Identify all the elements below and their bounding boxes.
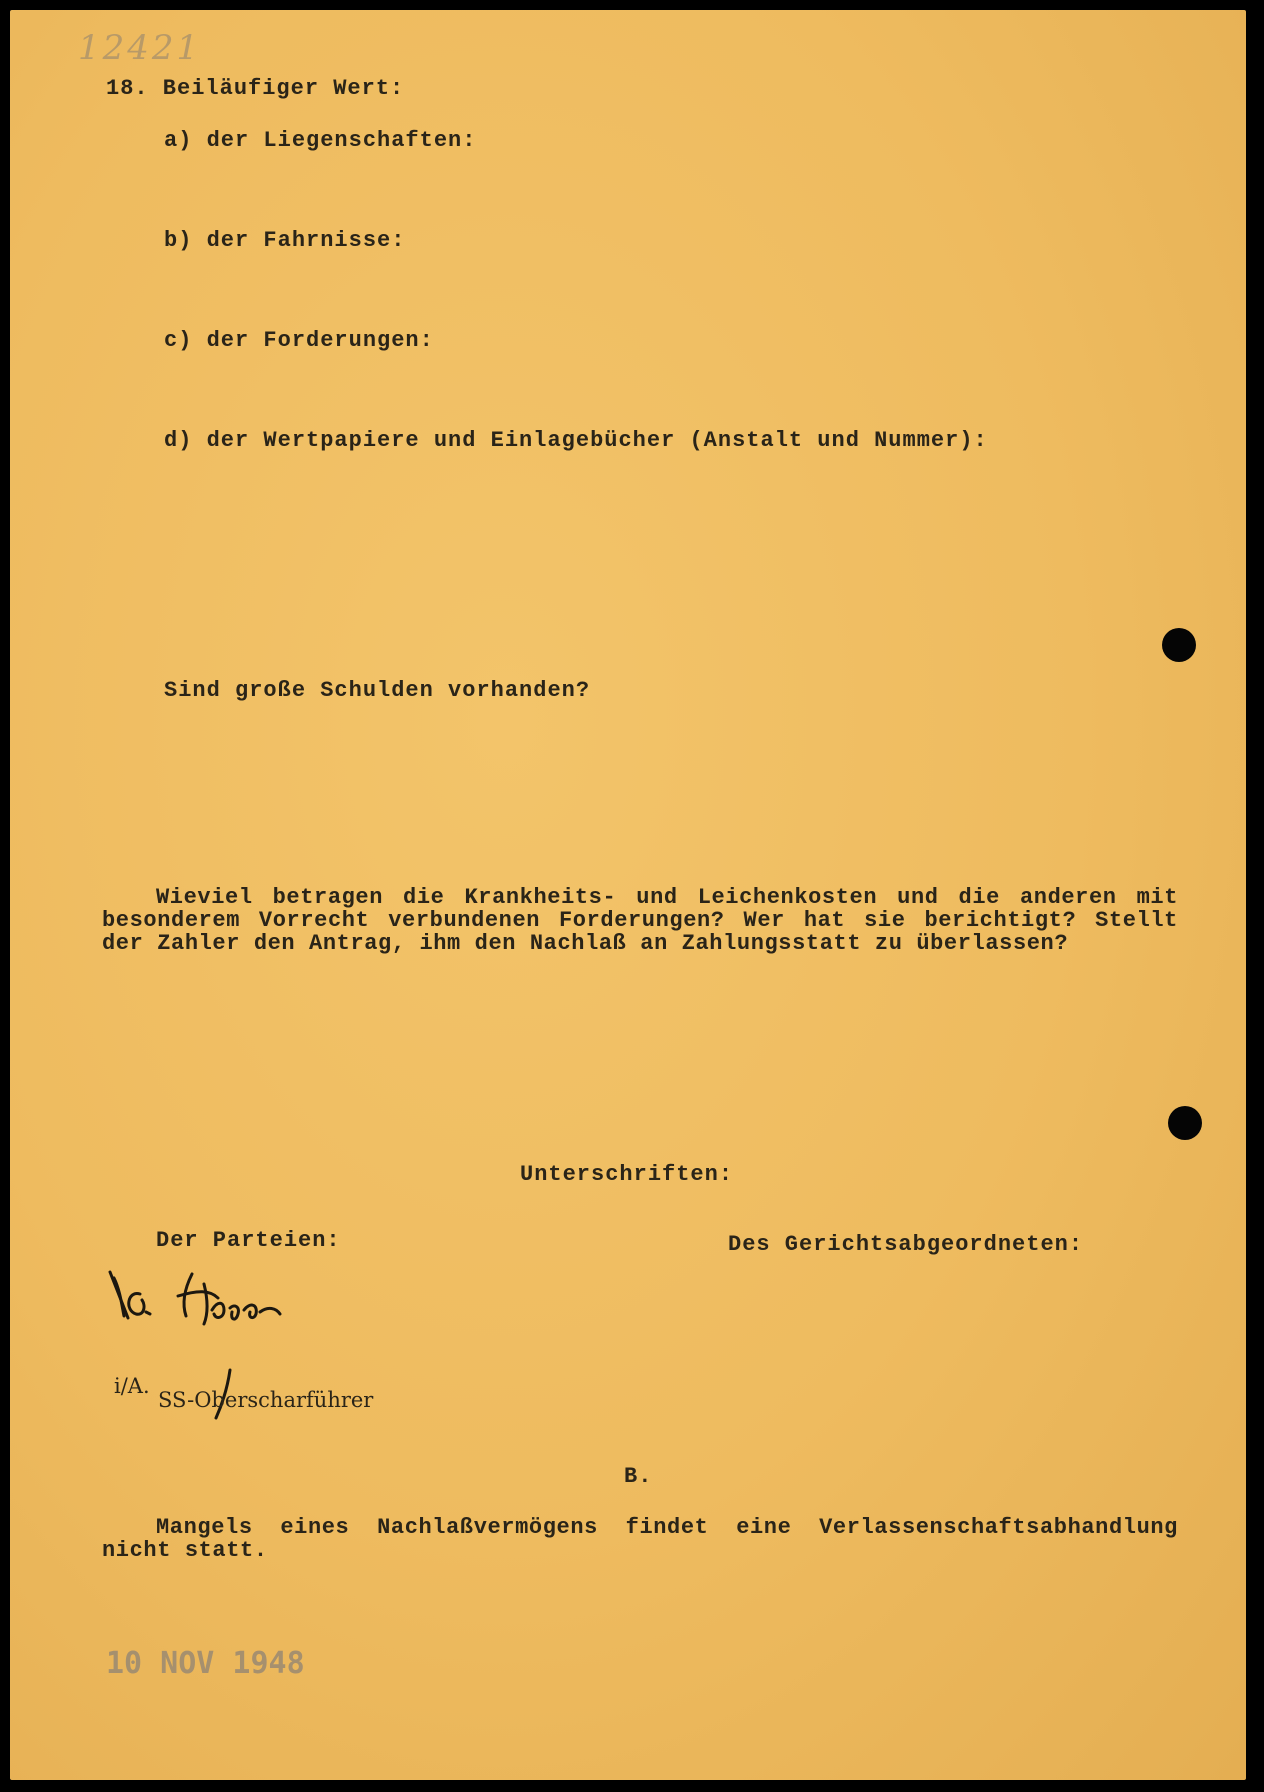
item-b-label: b) der Fahrnisse: xyxy=(164,228,406,253)
signature-prefix: i/A. xyxy=(114,1374,150,1398)
punch-hole xyxy=(1168,1106,1202,1140)
section-b-heading: B. xyxy=(624,1464,653,1489)
signatures-heading: Unterschriften: xyxy=(520,1162,734,1187)
debts-question: Sind große Schulden vorhanden? xyxy=(164,678,591,703)
handwritten-file-number: 12421 xyxy=(78,28,202,68)
section-b-text: Mangels eines Nachlaßvermögens findet eine Verlassenschaftsabhandlung nicht statt. xyxy=(102,1515,1178,1563)
parties-label: Der Parteien: xyxy=(156,1228,341,1253)
section-18-title: 18. Beiläufiger Wert: xyxy=(106,76,405,101)
costs-question: Wieviel betragen die Krankheits- und Leichenkosten und die anderen mit besonderem Vorrecht verbundenen Forderungen? Wer hat sie berichtigt? Stellt der Zahler den Antrag, ihm den Nachlaß an Zahlungsstatt zu überlassen? xyxy=(102,885,1178,956)
item-c-label: c) der Forderungen: xyxy=(164,328,434,353)
document-page xyxy=(10,10,1246,1780)
item-d-label: d) der Wertpapiere und Einlagebücher (Anstalt und Nummer): xyxy=(164,428,988,453)
signature-image xyxy=(100,1260,360,1440)
signature-rank: SS-Oberscharführer xyxy=(158,1388,374,1412)
date-stamp: 10 NOV 1948 xyxy=(106,1646,305,1681)
court-label: Des Gerichtsabgeordneten: xyxy=(728,1232,1084,1257)
item-a-label: a) der Liegenschaften: xyxy=(164,128,477,153)
punch-hole xyxy=(1162,628,1196,662)
